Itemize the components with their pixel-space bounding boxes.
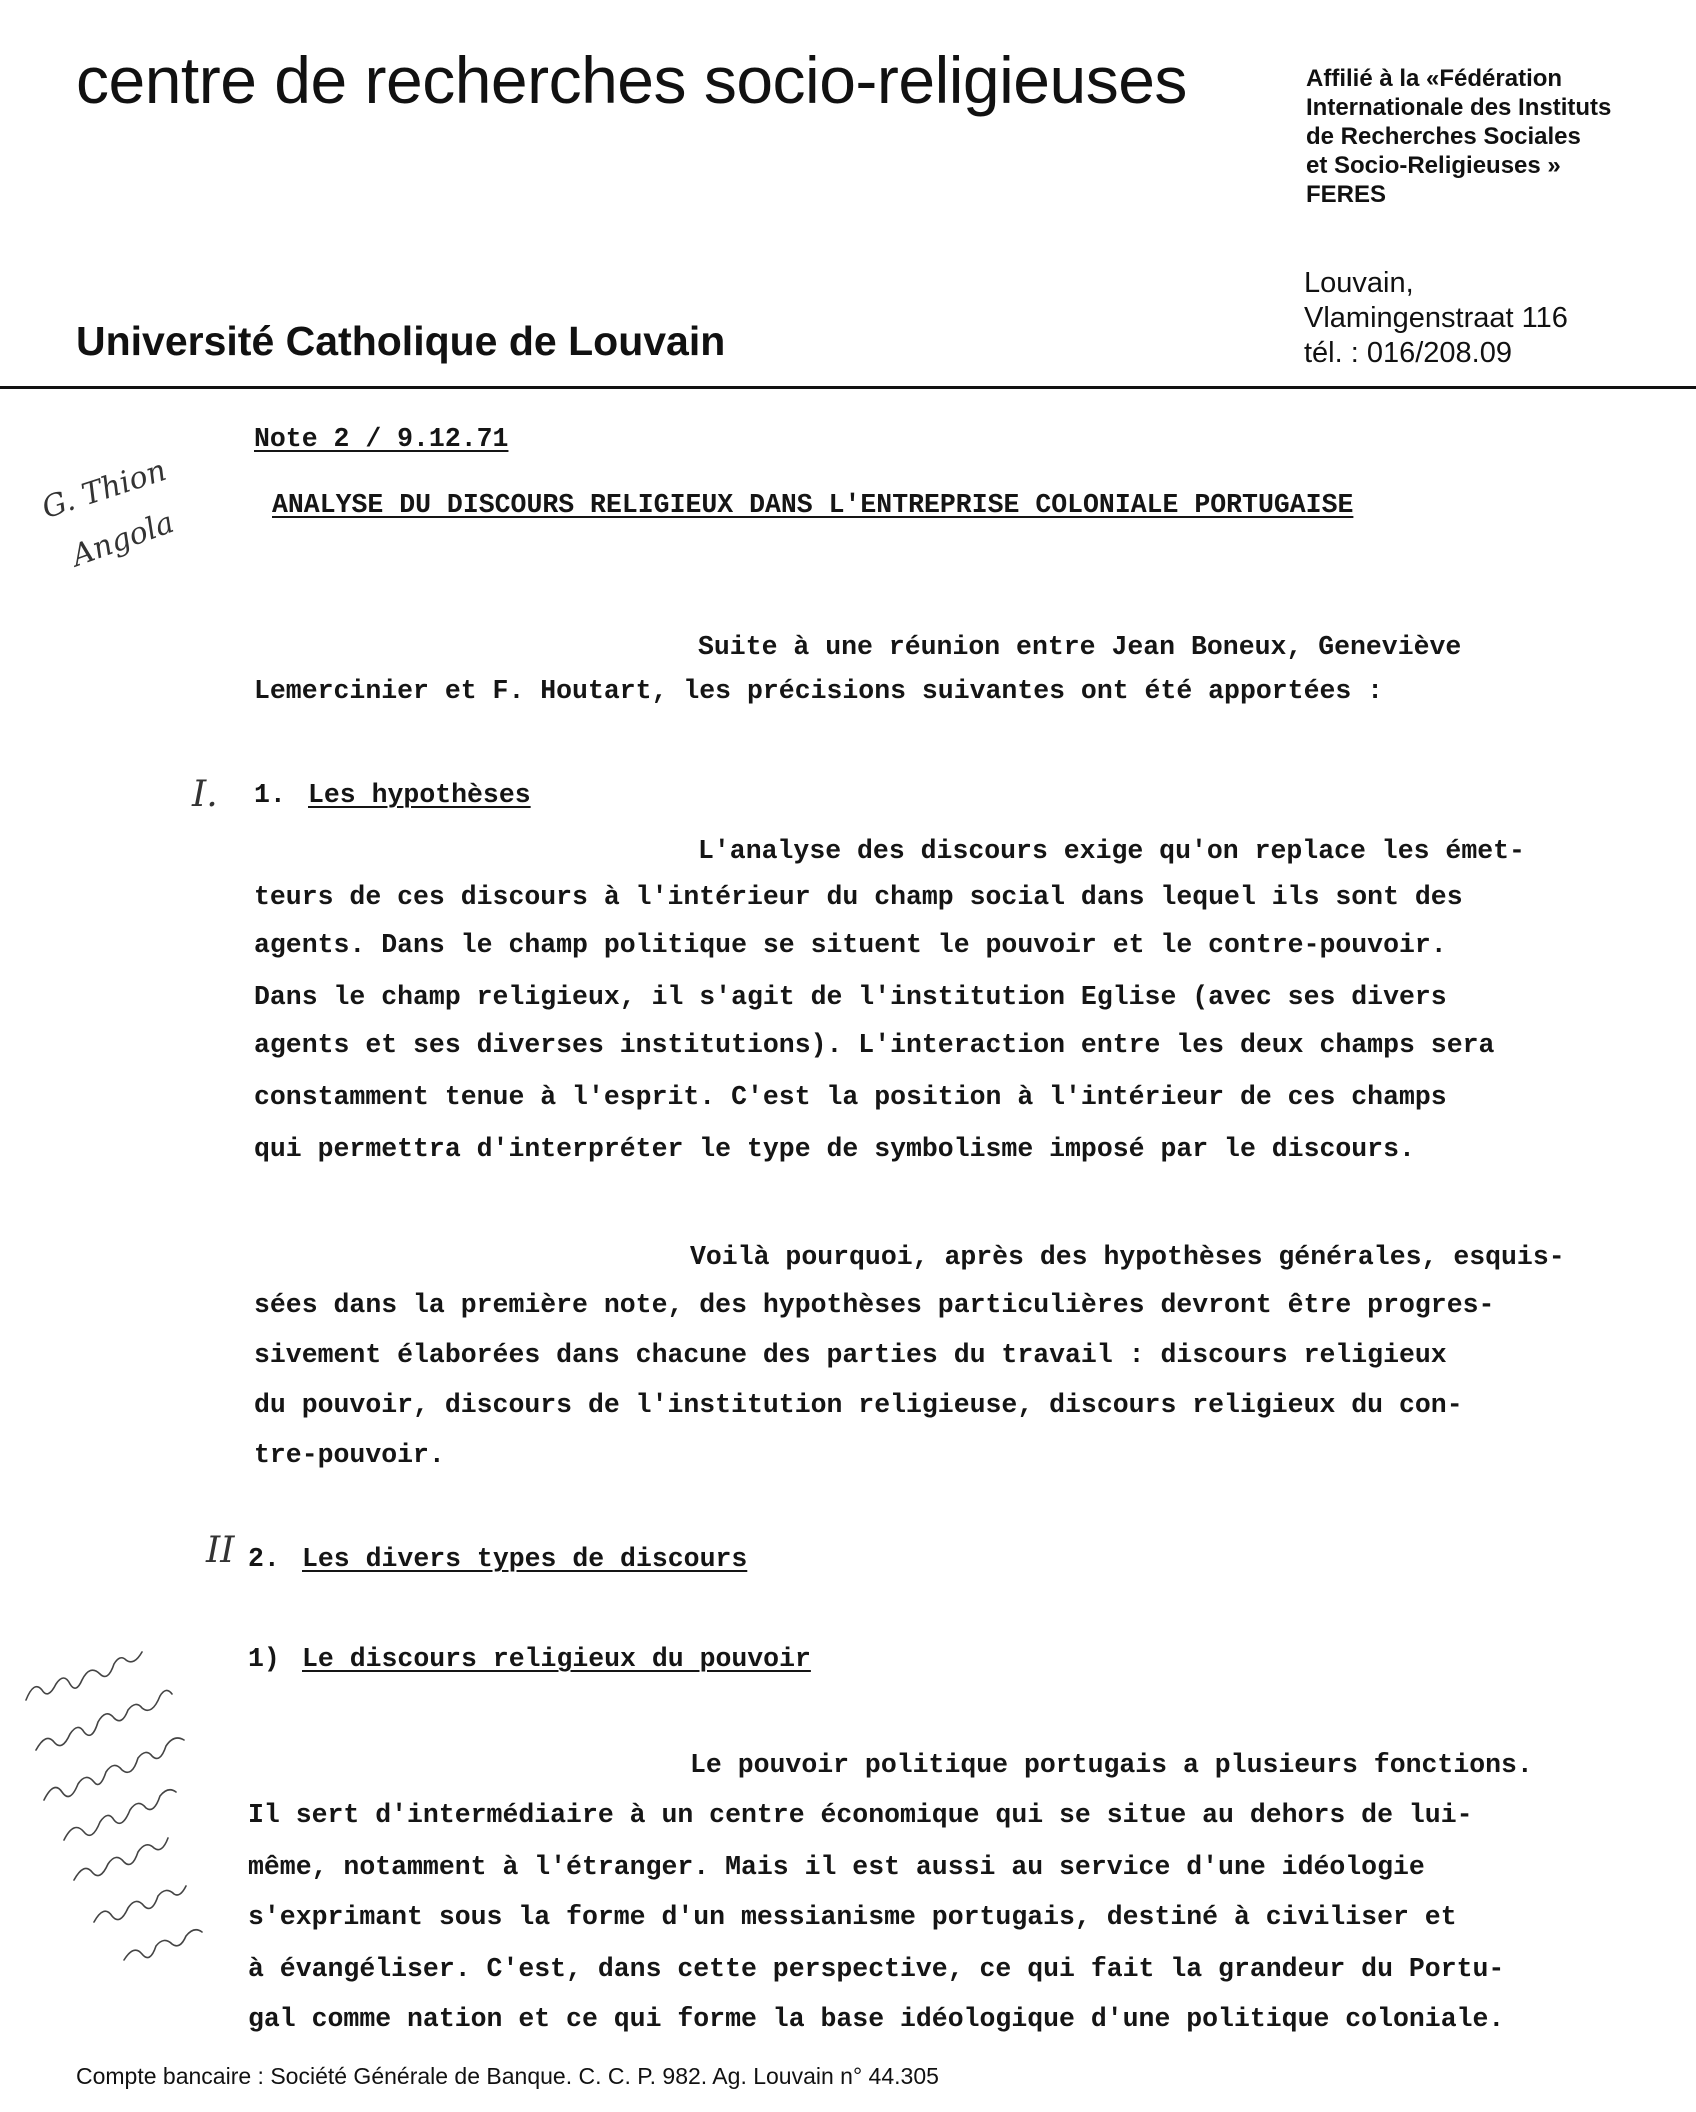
- address-line: Vlamingenstraat 116: [1304, 302, 1568, 334]
- paragraph-line: Le pouvoir politique portugais a plusieurs fonctions.: [690, 1750, 1533, 1780]
- paragraph-line: L'analyse des discours exige qu'on replace les émet-: [698, 836, 1525, 866]
- affiliation-line: Affilié à la «Fédération: [1306, 65, 1563, 92]
- affiliation-line: Internationale des Instituts: [1306, 94, 1612, 121]
- intro-line: Suite à une réunion entre Jean Boneux, Geneviève: [698, 632, 1462, 662]
- address-line: Louvain,: [1304, 267, 1414, 299]
- margin-mark-roman-one: I.: [192, 774, 218, 815]
- paragraph-line: Dans le champ religieux, il s'agit de l'institution Eglise (avec ses divers: [254, 982, 1447, 1012]
- address-line: tél. : 016/208.09: [1304, 337, 1512, 369]
- margin-mark-roman-two: II: [206, 1530, 235, 1571]
- affiliation-line: FERES: [1306, 181, 1387, 208]
- section2-number: 2.: [248, 1544, 280, 1574]
- affiliation-block: [1306, 64, 1611, 209]
- paragraph-line: tre-pouvoir.: [254, 1440, 445, 1470]
- paragraph-line: gal comme nation et ce qui forme la base idéologique d'une politique coloniale.: [248, 2004, 1505, 2034]
- paragraph-line: agents et ses diverses institutions). L'interaction entre les deux champs sera: [254, 1030, 1495, 1060]
- note-reference: Note 2 / 9.12.71: [254, 424, 509, 454]
- affiliation-line: et Socio-Religieuses »: [1306, 152, 1561, 179]
- paragraph-line: à évangéliser. C'est, dans cette perspective, ce qui fait la grandeur du Portu-: [248, 1954, 1505, 1984]
- affiliation-line: de Recherches Sociales: [1306, 123, 1581, 150]
- paragraph-line: constamment tenue à l'esprit. C'est la position à l'intérieur de ces champs: [254, 1082, 1447, 1112]
- section1-heading: Les hypothèses: [308, 780, 531, 810]
- university-name: Université Catholique de Louvain: [76, 318, 726, 364]
- paragraph-line: même, notamment à l'étranger. Mais il est aussi au service d'une idéologie: [248, 1852, 1425, 1882]
- section2-heading: Les divers types de discours: [302, 1544, 748, 1574]
- document-subject: ANALYSE DU DISCOURS RELIGIEUX DANS L'ENTREPRISE COLONIALE PORTUGAISE: [272, 490, 1354, 520]
- paragraph-line: sivement élaborées dans chacune des parties du travail : discours religieux: [254, 1340, 1447, 1370]
- subsection-number: 1): [248, 1644, 280, 1674]
- subsection-heading: Le discours religieux du pouvoir: [302, 1644, 811, 1674]
- letterhead-title: centre de recherches socio-religieuses: [76, 43, 1187, 117]
- bank-details-footer: Compte bancaire : Société Générale de Banque. C. C. P. 982. Ag. Louvain n° 44.305: [76, 2063, 939, 2089]
- handwritten-margin-note: [14, 1600, 264, 1990]
- header-divider: [0, 386, 1696, 389]
- paragraph-line: du pouvoir, discours de l'institution religieuse, discours religieux du con-: [254, 1390, 1463, 1420]
- handwritten-name: G. Thion: [37, 453, 171, 526]
- address-block: [1304, 266, 1568, 371]
- paragraph-line: qui permettra d'interpréter le type de symbolisme imposé par le discours.: [254, 1134, 1415, 1164]
- paragraph-line: s'exprimant sous la forme d'un messianisme portugais, destiné à civiliser et: [248, 1902, 1457, 1932]
- paragraph-line: Voilà pourquoi, après des hypothèses générales, esquis-: [690, 1242, 1565, 1272]
- handwritten-country: Angola: [67, 504, 179, 575]
- paragraph-line: sées dans la première note, des hypothèses particulières devront être progres-: [254, 1290, 1495, 1320]
- paragraph-line: Il sert d'intermédiaire à un centre économique qui se situe au dehors de lui-: [248, 1800, 1473, 1830]
- section1-number: 1.: [254, 780, 286, 810]
- paragraph-line: teurs de ces discours à l'intérieur du champ social dans lequel ils sont des: [254, 882, 1463, 912]
- intro-line: Lemercinier et F. Houtart, les précisions suivantes ont été apportées :: [254, 676, 1384, 706]
- paragraph-line: agents. Dans le champ politique se situent le pouvoir et le contre-pouvoir.: [254, 930, 1447, 960]
